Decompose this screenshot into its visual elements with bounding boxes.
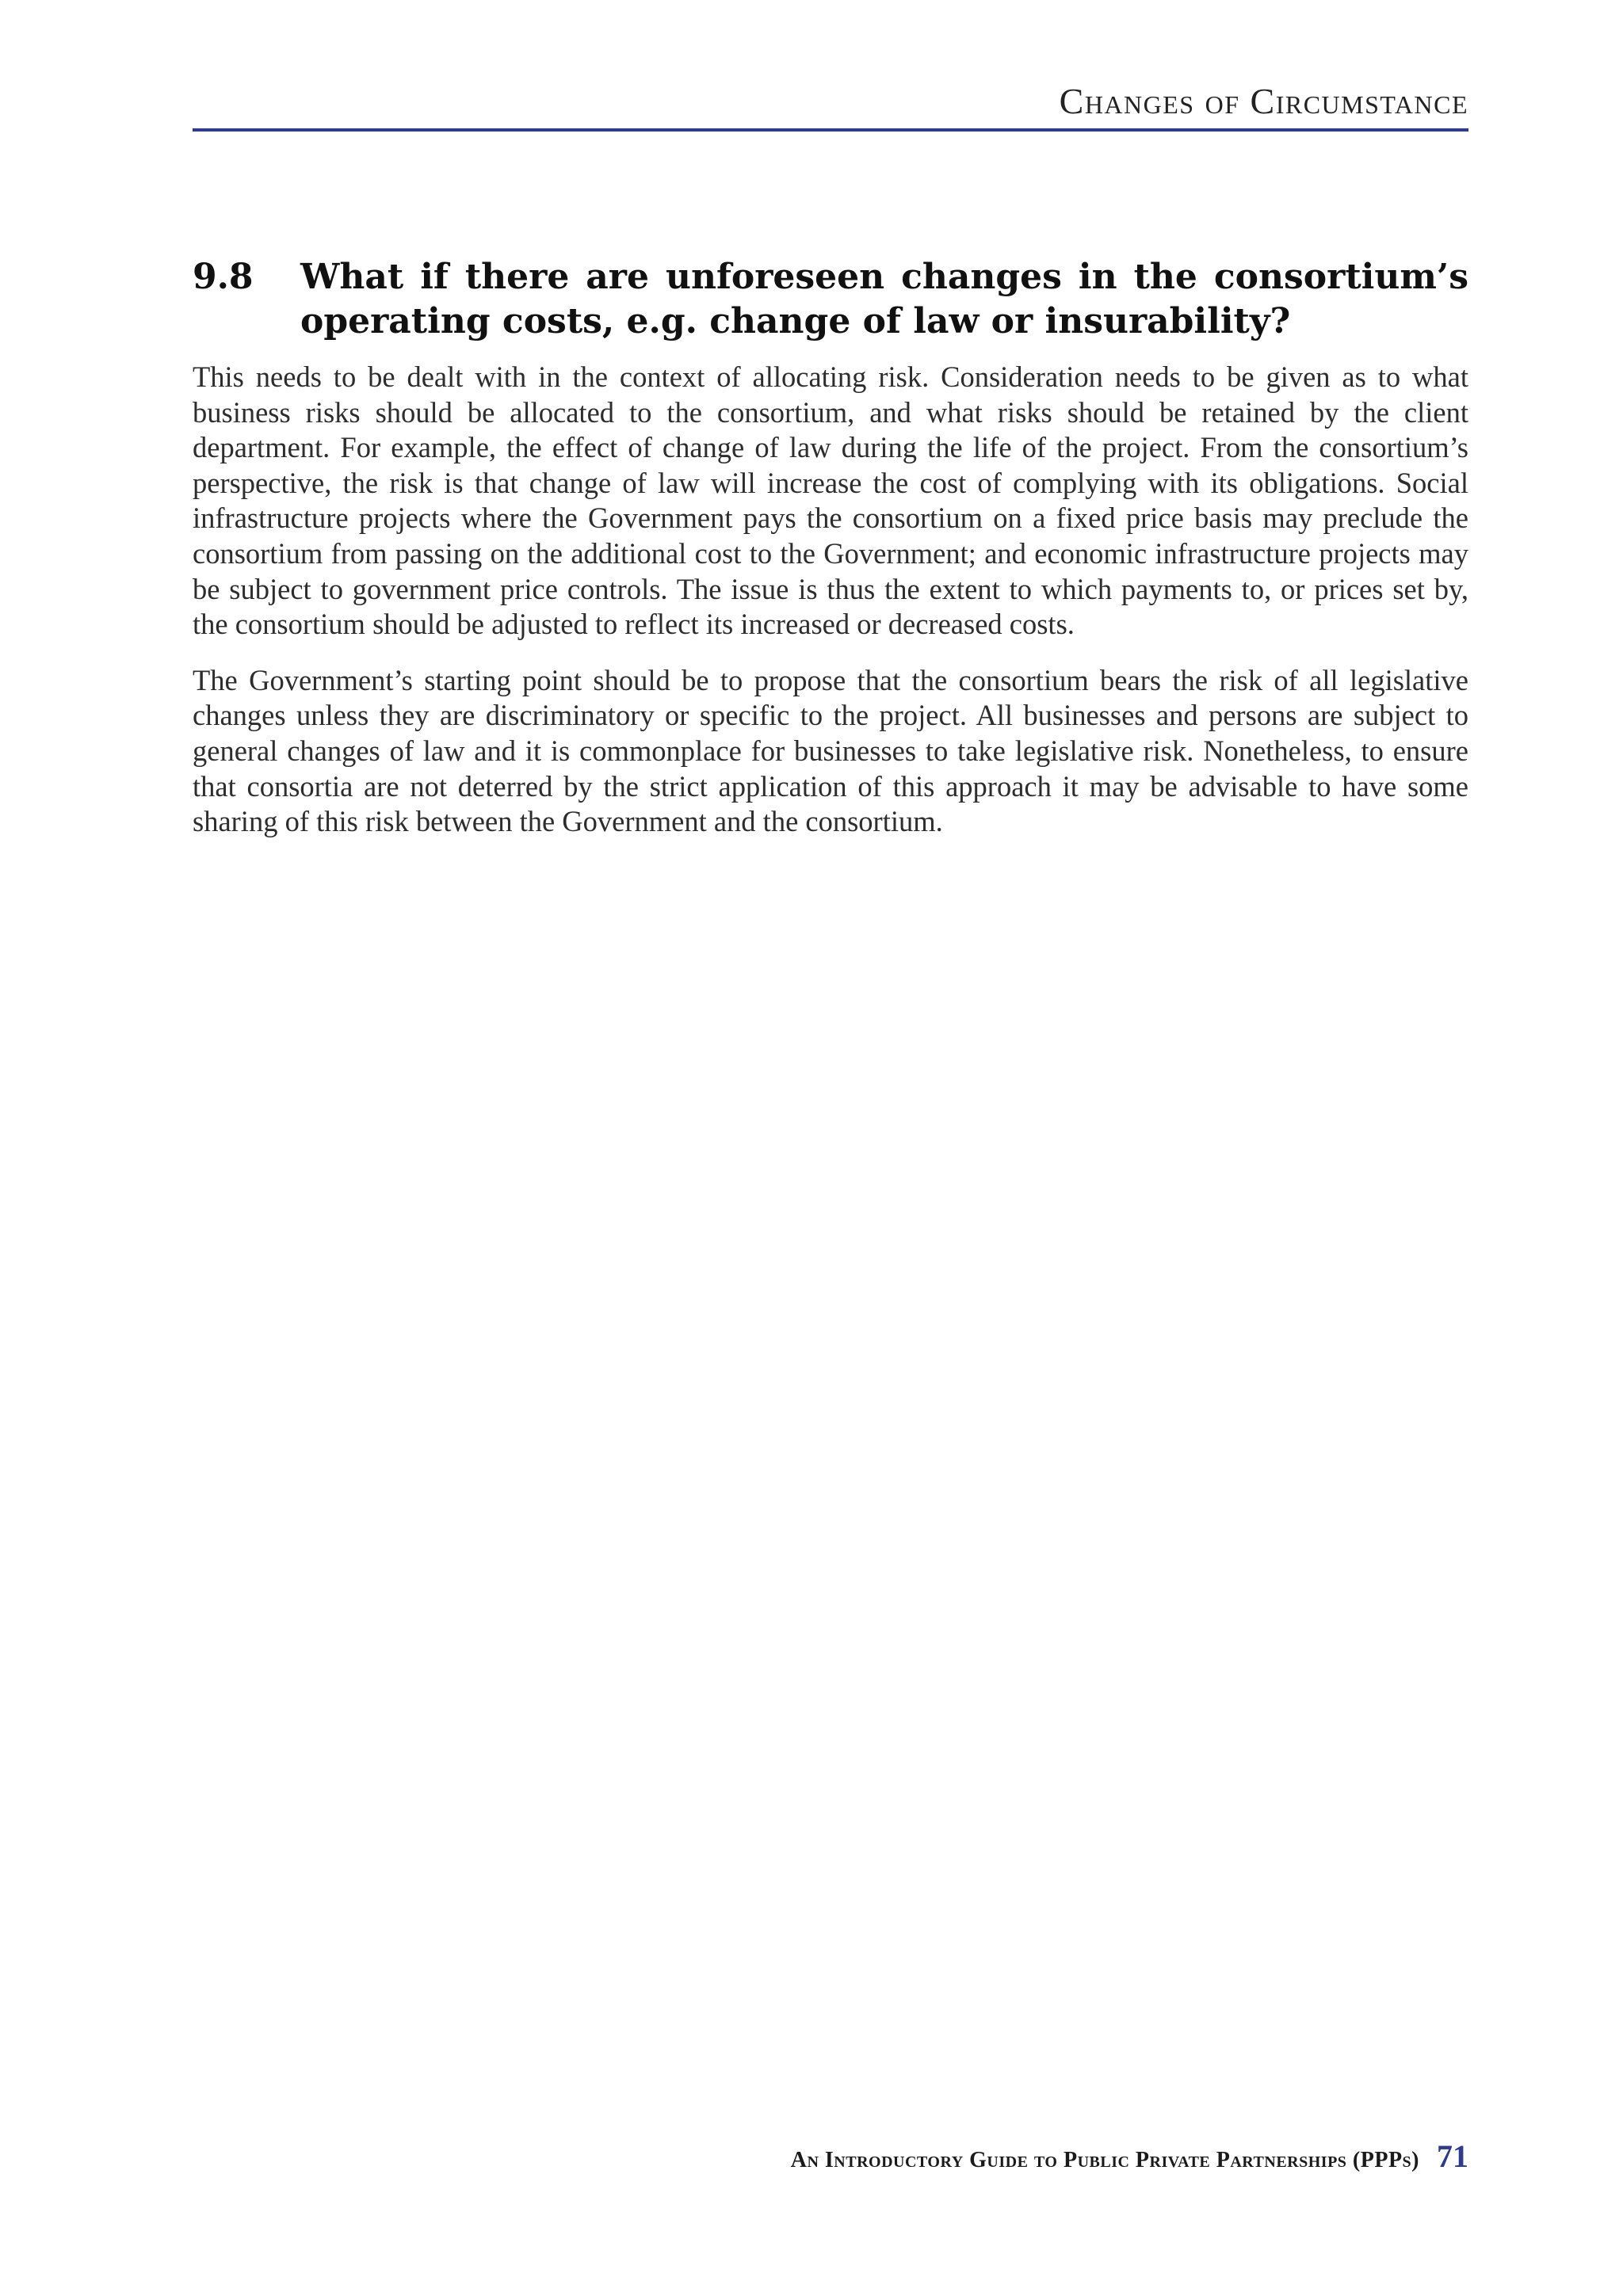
chapter-title: Changes of Circumstance: [1059, 81, 1468, 121]
section-heading: [193, 255, 1468, 344]
section-number: 9.8: [193, 257, 254, 297]
body-paragraph: The Government’s starting point should be to propose that the consortium bears the risk of all legislative changes unless they are discriminatory or specific to the project. All businesses and persons are subject to general changes of law and it is commonplace for businesses to take legislative risk. Nonetheless, to ensure that consortia are not deterred by the strict application of this approach it may be advisable to have some sharing of this risk between the Government and the consortium.: [193, 663, 1468, 838]
page-footer: [791, 2138, 1468, 2175]
page-header: [193, 79, 1468, 132]
page-number: 71: [1437, 2138, 1468, 2174]
section-9-8: [193, 255, 1468, 860]
footer-title: An Introductory Guide to Public Private Partnerships (PPPs): [790, 2148, 1419, 2172]
body-paragraph: This needs to be dealt with in the context of allocating risk. Consideration needs to be given as to what business risks should be allocated to the consortium, and what risks should be retained by the client department. For example, the effect of change of law during the life of the project. From the consortium’s perspective, the risk is that change of law will increase the cost of complying with its obligations. Social infrastructure projects where the Government pays the consortium on a fixed price basis may preclude the consortium from passing on the additional cost to the Government; and economic infrastructure projects may be subject to government price controls. The issue is thus the extent to which payments to, or prices set by, the consortium should be adjusted to reflect its increased or decreased costs.: [193, 360, 1468, 641]
section-title: What if there are unforeseen changes in the consortium’s operating costs, e.g. change of law or insurability?: [300, 257, 1468, 341]
